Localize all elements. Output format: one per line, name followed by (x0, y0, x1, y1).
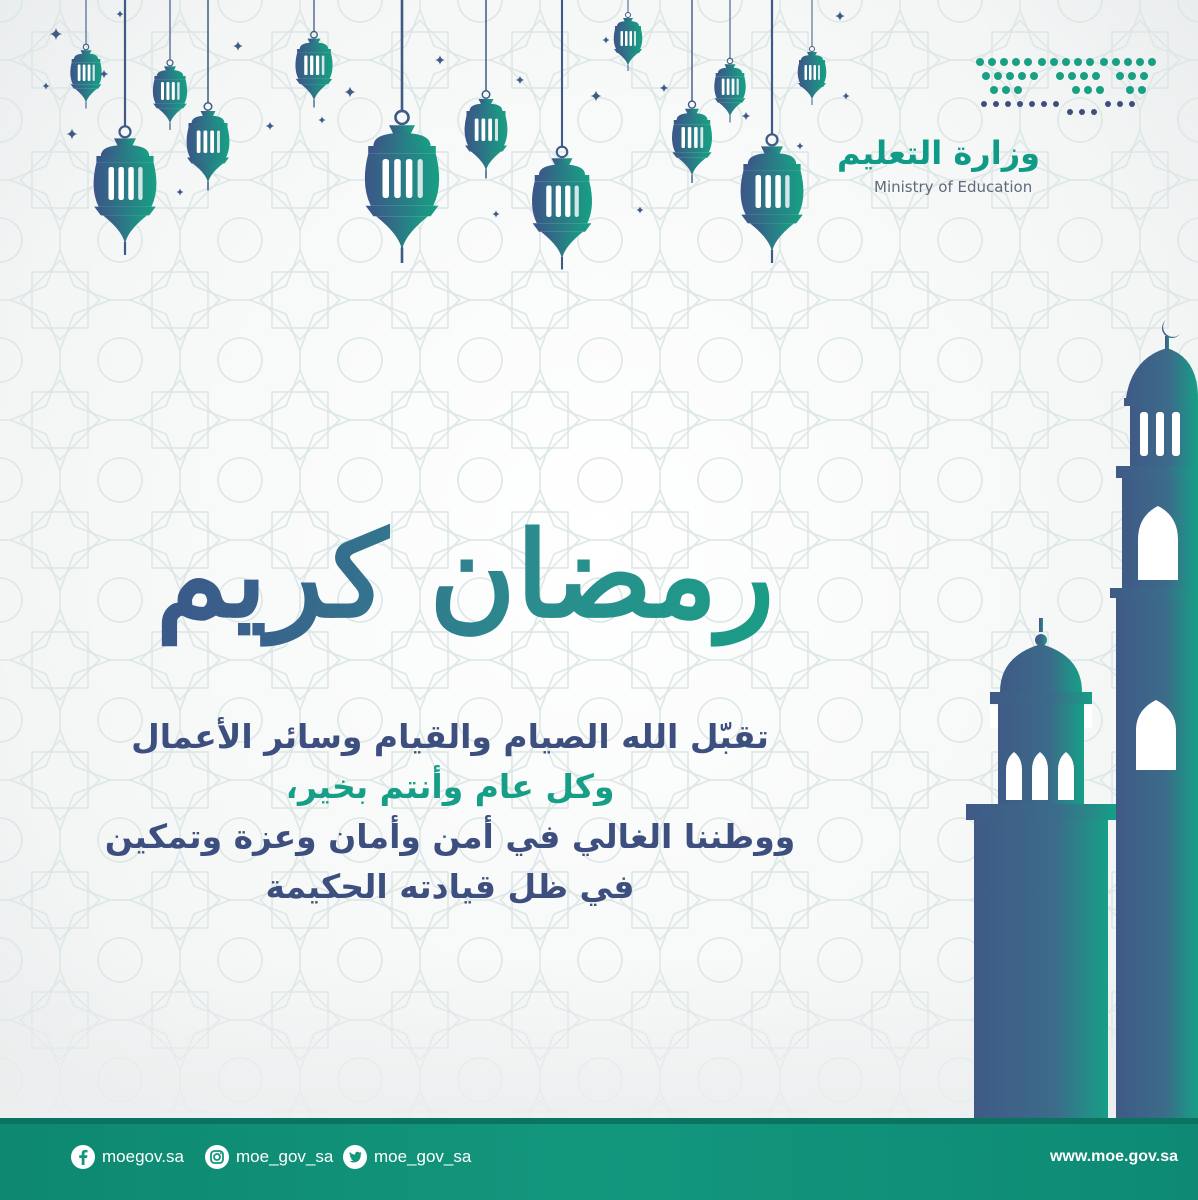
message-line-4: في ظل قيادته الحكيمة (265, 867, 635, 906)
star-icon (116, 10, 123, 17)
lantern-icon (187, 0, 230, 191)
star-icon (835, 11, 845, 21)
star-icon (842, 92, 849, 99)
star-icon (345, 87, 356, 98)
star-icon (591, 91, 602, 102)
star-icon (602, 36, 609, 43)
star-icon (492, 210, 499, 217)
lantern-icon (295, 0, 332, 107)
instagram-link[interactable] (204, 1142, 333, 1172)
lantern-icon (532, 0, 592, 270)
star-icon (67, 129, 78, 140)
headline-ramadan-kareem: رمضان كريم (90, 500, 840, 650)
mosque-silhouette (960, 300, 1198, 1118)
star-icon (742, 112, 750, 120)
website-link[interactable]: www.moe.gov.sa (1049, 1148, 1178, 1165)
facebook-link[interactable] (70, 1142, 184, 1172)
star-icon (435, 55, 445, 65)
crescent-icon (1162, 320, 1180, 338)
lantern-icon (741, 0, 804, 263)
lantern-icon (798, 0, 827, 105)
lantern-icon (714, 0, 745, 123)
lantern-icon (465, 0, 508, 179)
instagram-icon (204, 1144, 230, 1170)
star-icon (176, 188, 183, 195)
star-icon (50, 28, 62, 40)
star-icon (266, 122, 274, 130)
facebook-icon (70, 1144, 96, 1170)
twitter-icon (342, 1144, 368, 1170)
facebook-handle: moegov.sa (102, 1147, 184, 1166)
star-icon (516, 76, 524, 84)
ministry-logo (836, 40, 1180, 210)
star-icon (233, 41, 243, 51)
lantern-icon (153, 0, 187, 130)
lantern-icon (365, 0, 439, 263)
star-icon (796, 142, 803, 149)
twitter-handle: moe_gov_sa (374, 1147, 472, 1166)
lantern-icon (94, 0, 157, 255)
message-line-1: تقبّل الله الصيام والقيام وسائر الأعمال (131, 717, 769, 756)
star-icon (660, 84, 668, 92)
twitter-link[interactable] (342, 1142, 471, 1172)
greeting-message (80, 712, 820, 912)
lantern-icon (614, 0, 643, 71)
lantern-icon (70, 0, 101, 109)
star-icon (42, 82, 49, 89)
logo-dots-mark (970, 50, 1170, 120)
star-icon (636, 206, 643, 213)
footer-stripe (0, 1118, 1198, 1124)
message-line-3: ووطننا الغالي في أمن وأمان وعزة وتمكين (104, 817, 796, 856)
message-line-2: وكل عام وأنتم بخير، (285, 767, 615, 806)
star-icon (318, 116, 325, 123)
logo-arabic-name: وزارة التعليم (836, 134, 1040, 172)
lantern-icon (672, 0, 712, 183)
instagram-handle: moe_gov_sa (236, 1147, 334, 1166)
logo-english-name: Ministry of Education (874, 178, 1033, 196)
headline-block (90, 480, 840, 680)
